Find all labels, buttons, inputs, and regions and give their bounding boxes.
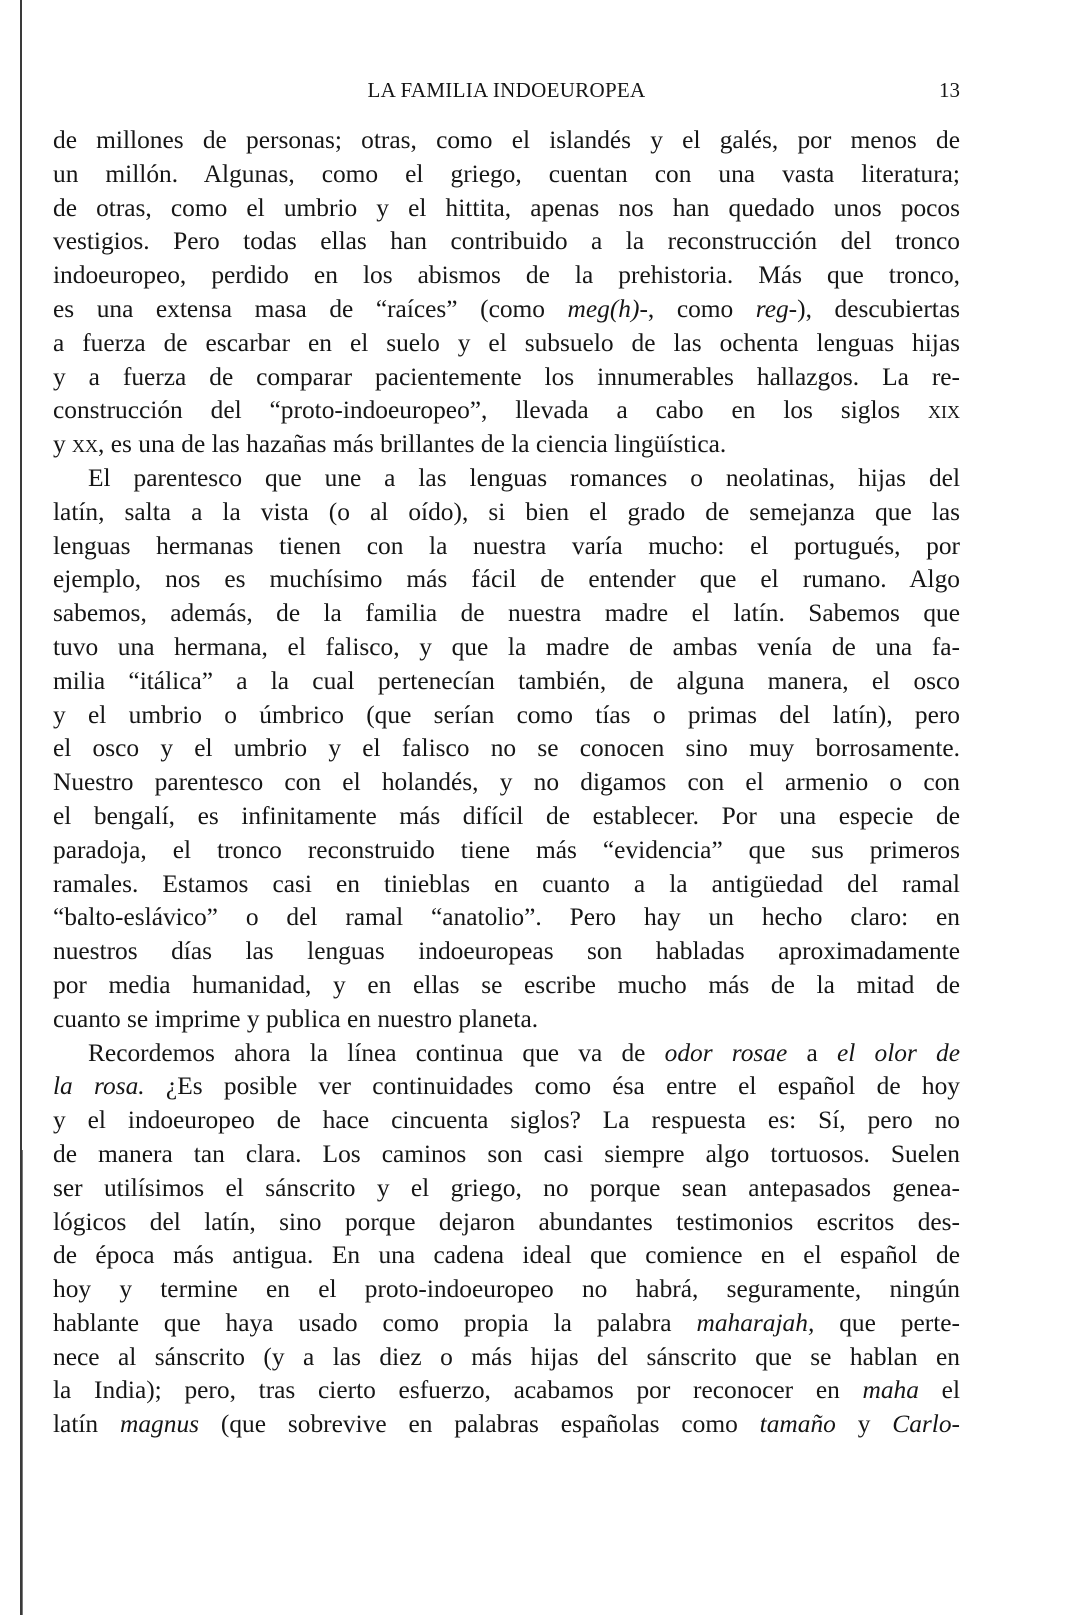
text-line: paradoja, el tronco reconstruido tiene más “evidencia” que sus primeros (53, 835, 960, 864)
text-body (53, 124, 960, 1442)
text-line: El parentesco que une a las lenguas romances o neolatinas, hijas del (88, 463, 960, 492)
text-line: ramales. Estamos casi en tinieblas en cuanto a la antigüedad del ramal (53, 869, 960, 898)
text-line: y el indoeuropeo de hace cincuenta siglos? La respuesta es: Sí, pero no (53, 1106, 960, 1135)
text-line: cuanto se imprime y publica en nuestro planeta. (53, 1004, 539, 1033)
text-line: milia “itálica” a la cual pertenecían también, de alguna manera, el osco (53, 666, 960, 695)
text-line: indoeuropeo, perdido en los abismos de la prehistoria. Más que tronco, (53, 261, 960, 290)
text-line: latín magnus (que sobrevive en palabras españolas como tamaño y Carlo- (53, 1410, 961, 1439)
text-line: hoy y termine en el proto-indoeuropeo no habrá, seguramente, ningún (53, 1275, 960, 1304)
text-line: el osco y el umbrio y el falisco no se conocen sino muy borrosamente. (53, 734, 960, 763)
text-line: lógicos del latín, sino porque dejaron abundantes testimonios escritos des- (53, 1207, 960, 1236)
text-line: sabemos, además, de la familia de nuestra madre el latín. Sabemos que (53, 599, 960, 628)
text-line: de época más antigua. En una cadena ideal que comience en el español de (53, 1241, 960, 1270)
text-line: a fuerza de escarbar en el suelo y el subsuelo de las ochenta lenguas hijas (53, 328, 960, 357)
text-line: vestigios. Pero todas ellas han contribuido a la reconstrucción del tronco (53, 227, 960, 256)
text-line: el bengalí, es infinitamente más difícil de establecer. Por una especie de (53, 801, 960, 830)
paragraph-2 (53, 462, 960, 1037)
paragraph-3 (53, 1037, 960, 1443)
text-line: latín, salta a la vista (o al oído), si bien el grado de semejanza que las (53, 497, 960, 526)
text-line: la India); pero, tras cierto esfuerzo, acabamos por reconocer en maha el (53, 1376, 961, 1405)
text-line: de otras, como el umbrio y el hittita, apenas nos han quedado unos pocos (53, 193, 960, 222)
text-line: y xx, es una de las hazañas más brillantes de la ciencia lingüística. (53, 430, 727, 459)
text-line: y el umbrio o úmbrico (que serían como tías o primas del latín), pero (53, 700, 960, 729)
text-line: hablante que haya usado como propia la palabra maharajah, que perte- (53, 1308, 960, 1337)
text-line: ejemplo, nos es muchísimo más fácil de entender que el rumano. Algo (53, 565, 960, 594)
running-header (53, 78, 960, 112)
running-title: LA FAMILIA INDOEUROPEA (367, 78, 646, 102)
text-line: Nuestro parentesco con el holandés, y no digamos con el armenio o con (53, 768, 960, 797)
text-line: construcción del “proto-indoeuropeo”, llevada a cabo en los siglos xix (53, 396, 960, 425)
text-line: de manera tan clara. Los caminos son casi siempre algo tortuosos. Suelen (53, 1139, 960, 1168)
text-line: nece al sánscrito (y a las diez o más hijas del sánscrito que se hablan en (53, 1342, 960, 1371)
page-edge-line-lower (22, 1150, 23, 1615)
text-line: la rosa. ¿Es posible ver continuidades como ésa entre el español de hoy (53, 1072, 960, 1101)
text-line: lenguas hermanas tienen con la nuestra varía mucho: el portugués, por (53, 531, 960, 560)
text-line: de millones de personas; otras, como el islandés y el galés, por menos de (53, 126, 960, 154)
text-line: Recordemos ahora la línea continua que va de odor rosae a el olor de (88, 1038, 960, 1067)
text-line: un millón. Algunas, como el griego, cuentan con una vasta literatura; (53, 159, 960, 188)
text-line: ser utilísimos el sánscrito y el griego, no porque sean antepasados genea- (53, 1173, 960, 1202)
text-line: nuestros días las lenguas indoeuropeas son habladas aproximadamente (53, 937, 960, 966)
page-number: 13 (939, 78, 960, 102)
text-line: “balto-eslávico” o del ramal “anatolio”. Pero hay un hecho claro: en (53, 903, 960, 932)
paragraph-1 (53, 124, 960, 462)
text-line: y a fuerza de comparar pacientemente los innumerables hallazgos. La re- (53, 362, 960, 391)
text-line: es una extensa masa de “raíces” (como meg(h)-, como reg-), descubiertas (53, 294, 960, 323)
text-line: tuvo una hermana, el falisco, y que la madre de ambas venía de una fa- (53, 632, 960, 661)
text-line: por media humanidad, y en ellas se escribe mucho más de la mitad de (53, 970, 960, 999)
